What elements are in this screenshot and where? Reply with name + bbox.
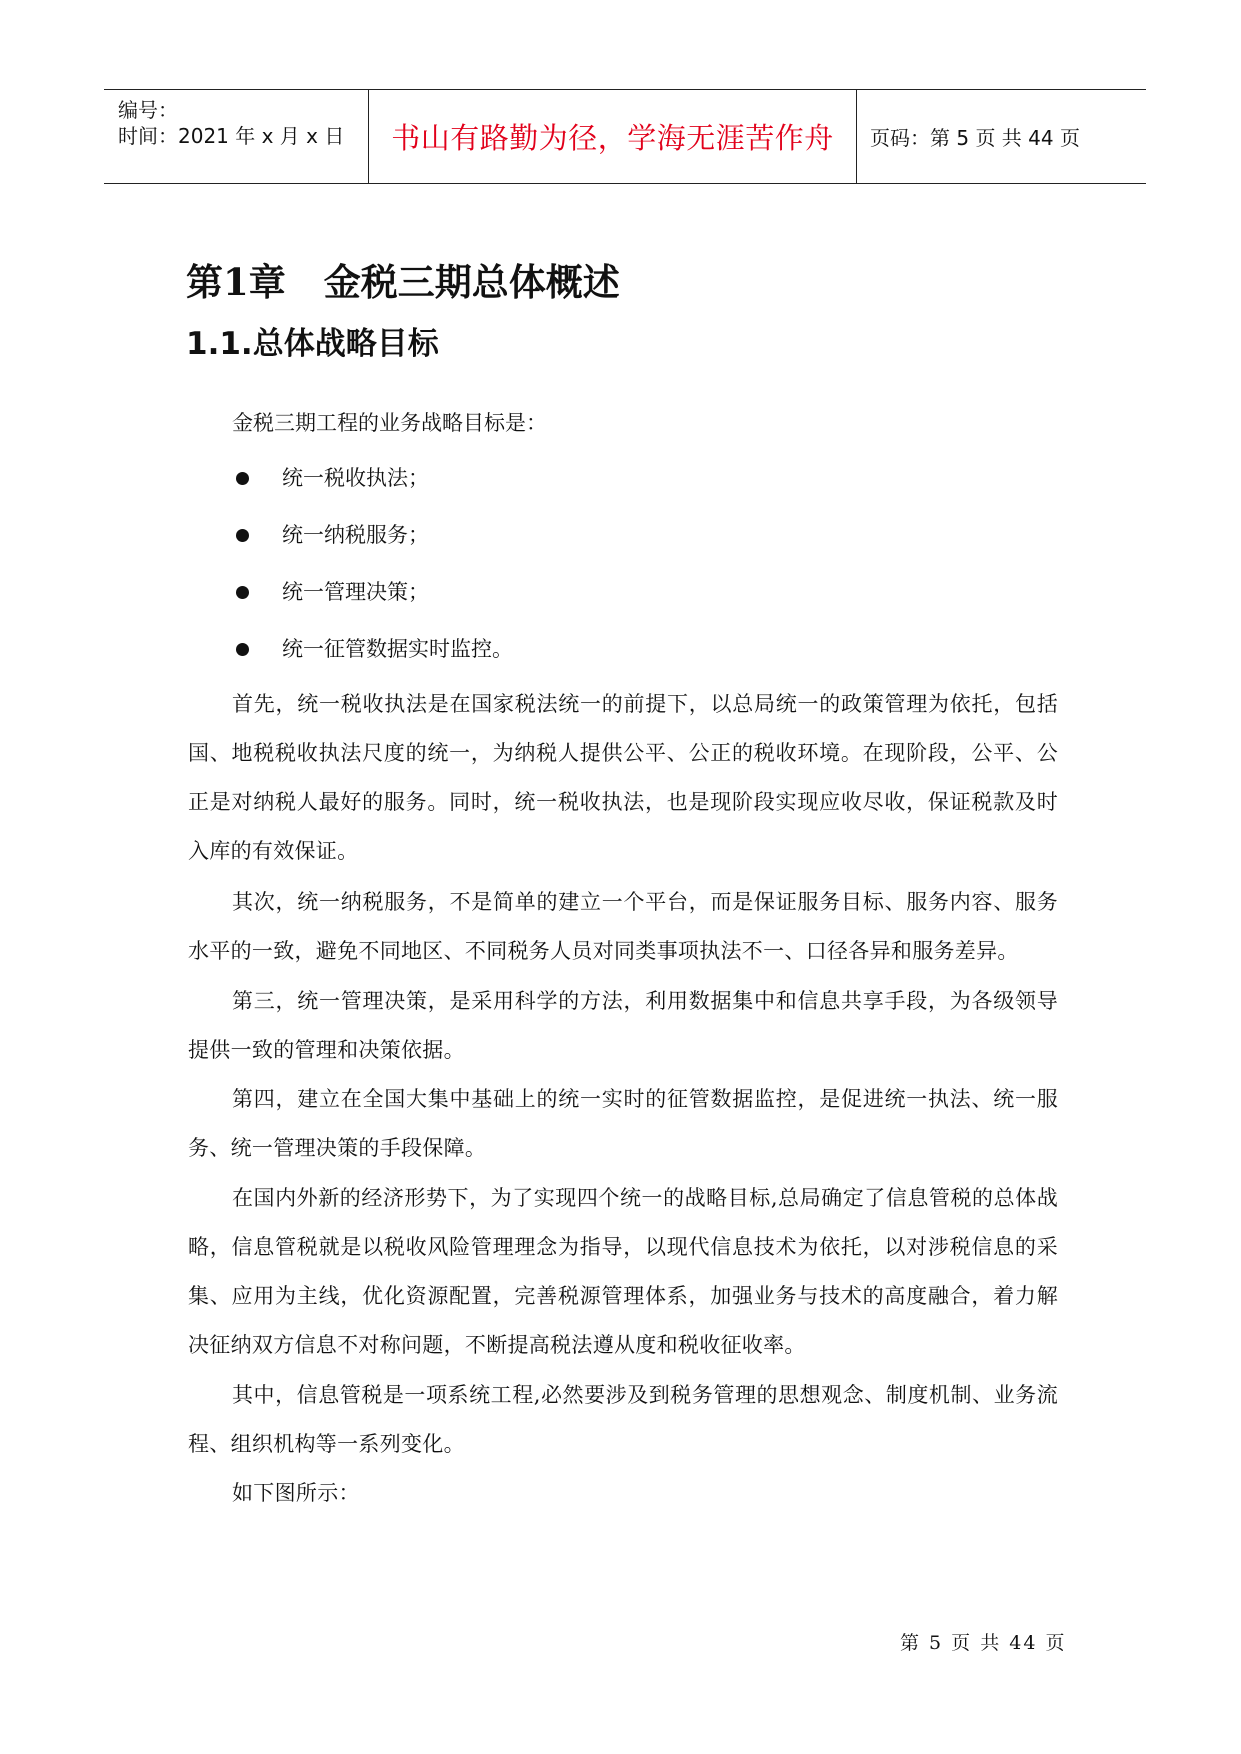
header-page-cell bbox=[856, 90, 1146, 183]
chapter-heading bbox=[186, 252, 620, 306]
header-page-number: 页码：第 5 页 共 44 页 bbox=[870, 126, 1080, 150]
paragraph-third: 第三，统一管理决策，是采用科学的方法，利用数据集中和信息共享手段，为各级领导提供一致的管理和决策依据。 bbox=[188, 989, 1058, 1062]
serial-label: 编号： bbox=[118, 98, 178, 122]
intro-text: 金税三期工程的业务战略目标是： bbox=[232, 411, 547, 435]
bullet-icon bbox=[236, 529, 249, 542]
header-meta-cell bbox=[104, 90, 368, 183]
bullet-icon bbox=[236, 643, 249, 656]
date-line: 时间：2021 年 x 月 x 日 bbox=[118, 124, 345, 148]
section-heading: 1.1.总体战略目标 bbox=[186, 326, 439, 362]
list-item-text: 统一纳税服务； bbox=[282, 523, 429, 547]
chapter-name: 金税三期总体概述 bbox=[323, 260, 620, 304]
paragraph-strategy: 在国内外新的经济形势下，为了实现四个统一的战略目标,总局确定了信息管税的总体战略，信息管税就是以税收风险管理理念为指导，以现代信息技术为依托，以对涉税信息的采集、应用为主线，优化资源配置，完善税源管理体系，加强业务与技术的高度融合，着力解决征纳双方信息不对称问题，不断提高税法遵从度和税收征收率。 bbox=[188, 1186, 1058, 1357]
header-motto-cell bbox=[368, 90, 857, 183]
paragraph-systems: 其中，信息管税是一项系统工程,必然要涉及到税务管理的思想观念、制度机制、业务流程、组织机构等一系列变化。 bbox=[188, 1383, 1058, 1456]
paragraph-figure-ref: 如下图所示： bbox=[232, 1481, 360, 1505]
chapter-number: 第1章 bbox=[186, 260, 286, 304]
footer-page-number: 第 5 页 共 44 页 bbox=[900, 1632, 1067, 1654]
motto-text: 书山有路勤为径，学海无涯苦作舟 bbox=[391, 121, 834, 155]
list-item-text: 统一征管数据实时监控。 bbox=[282, 637, 513, 661]
list-item-text: 统一税收执法； bbox=[282, 466, 429, 490]
paragraph-second: 其次，统一纳税服务，不是简单的建立一个平台，而是保证服务目标、服务内容、服务水平的一致，避免不同地区、不同税务人员对同类事项执法不一、口径各异和服务差异。 bbox=[188, 890, 1058, 963]
bullet-icon bbox=[236, 586, 249, 599]
paragraph-fourth: 第四，建立在全国大集中基础上的统一实时的征管数据监控，是促进统一执法、统一服务、统一管理决策的手段保障。 bbox=[188, 1087, 1058, 1160]
list-item-text: 统一管理决策； bbox=[282, 580, 429, 604]
bullet-icon bbox=[236, 472, 249, 485]
page-header bbox=[104, 89, 1146, 184]
paragraph-first: 首先，统一税收执法是在国家税法统一的前提下，以总局统一的政策管理为依托，包括国、地税税收执法尺度的统一，为纳税人提供公平、公正的税收环境。在现阶段，公平、公正是对纳税人最好的服务。同时，统一税收执法，也是现阶段实现应收尽收，保证税款及时入库的有效保证。 bbox=[188, 692, 1058, 863]
